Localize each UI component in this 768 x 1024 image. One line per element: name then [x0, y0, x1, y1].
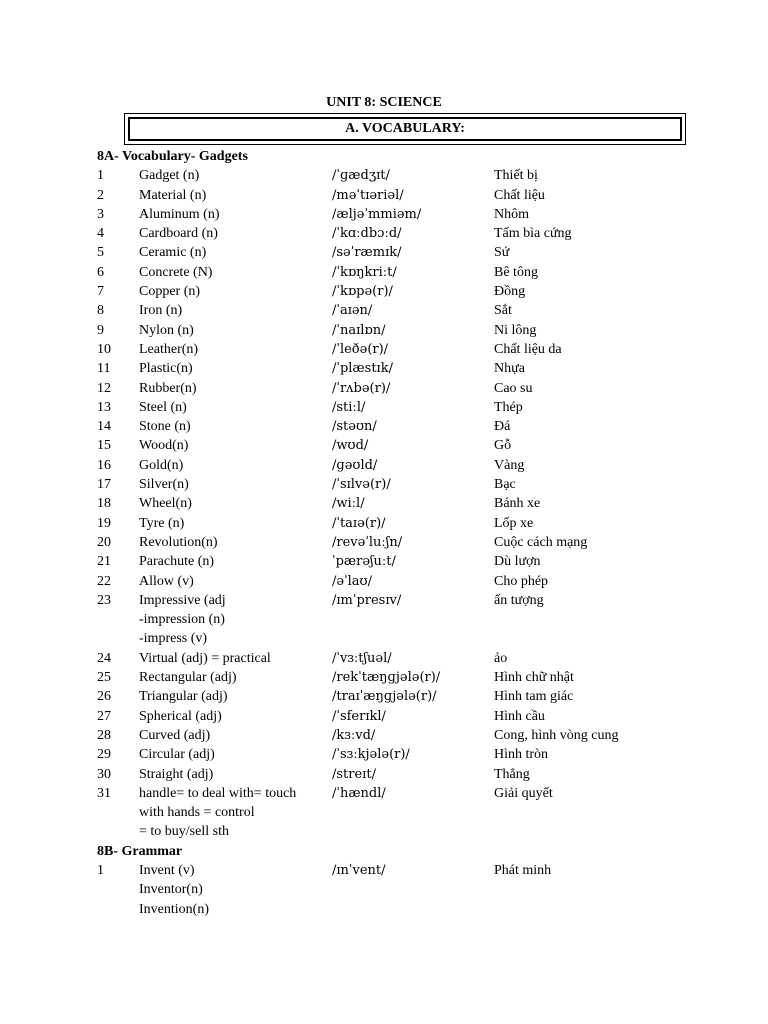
vocabulary-word [139, 263, 324, 282]
row-number: 14 [97, 419, 111, 435]
word-line: with hands = control [139, 805, 255, 821]
vietnamese-meaning: Hình tam giác [494, 689, 574, 705]
vocabulary-word [139, 282, 324, 301]
phonetic-transcription: /səˈræmɪk/ [332, 245, 402, 261]
word-line: Straight (adj) [139, 766, 214, 782]
row-number: 4 [97, 226, 104, 242]
vietnamese-meaning: Hình tròn [494, 747, 549, 763]
phonetic-transcription: /ɡəʊld/ [332, 457, 378, 473]
vietnamese-meaning: ấn tượng [494, 592, 544, 608]
vocabulary-row [0, 205, 768, 224]
vietnamese-meaning: Cong, hình vòng cung [494, 727, 619, 743]
vietnamese-meaning: Lốp xe [494, 515, 534, 531]
word-line: Leather(n) [139, 341, 199, 357]
word-line: Parachute (n) [139, 554, 215, 570]
vocabulary-row [0, 533, 768, 552]
word-line: Tyre (n) [139, 515, 185, 531]
phonetic-transcription: /ˈaɪən/ [332, 303, 373, 319]
row-number: 10 [97, 341, 111, 357]
row-number: 17 [97, 477, 111, 493]
word-line: Gadget (n) [139, 168, 200, 184]
vietnamese-meaning: Đá [494, 419, 511, 435]
page-title: UNIT 8: SCIENCE [326, 95, 442, 110]
row-number: 8 [97, 303, 104, 319]
vietnamese-meaning: Bê tông [494, 264, 538, 280]
vocabulary-row [0, 668, 768, 687]
vocabulary-row [0, 359, 768, 378]
phonetic-transcription: /ˈhændl/ [332, 785, 386, 801]
phonetic-transcription: /məˈtɪəriəl/ [332, 187, 404, 203]
phonetic-transcription: /ˈtaɪə(r)/ [332, 515, 386, 531]
phonetic-transcription: /ɪmˈpresɪv/ [332, 592, 402, 608]
vocabulary-word [139, 687, 324, 706]
row-number: 26 [97, 689, 111, 705]
word-line: Copper (n) [139, 284, 201, 300]
row-number: 24 [97, 650, 111, 666]
row-number: 23 [97, 592, 111, 608]
vocabulary-word [139, 552, 324, 571]
row-number: 28 [97, 727, 111, 743]
vietnamese-meaning: Chất liệu da [494, 341, 562, 357]
vietnamese-meaning: Bánh xe [494, 496, 541, 512]
vocabulary-word [139, 243, 324, 262]
vocabulary-row [0, 687, 768, 706]
phonetic-transcription: /wʊd/ [332, 438, 369, 454]
word-line: Invention(n) [139, 901, 209, 917]
vietnamese-meaning: Thẳng [494, 766, 530, 782]
vocabulary-word [139, 417, 324, 436]
word-line: Iron (n) [139, 303, 183, 319]
vietnamese-meaning: Chất liệu [494, 187, 545, 203]
row-number: 15 [97, 438, 111, 454]
word-line: Inventor(n) [139, 882, 203, 898]
vietnamese-meaning: Hình chữ nhật [494, 670, 574, 686]
vietnamese-meaning: Ni lông [494, 322, 537, 338]
phonetic-transcription: /ˈsferɪkl/ [332, 708, 386, 724]
phonetic-transcription: /stəʊn/ [332, 419, 377, 435]
word-line: Cardboard (n) [139, 226, 218, 242]
vocabulary-row [0, 765, 768, 784]
vocabulary-row [0, 649, 768, 668]
vocabulary-word [139, 379, 324, 398]
word-line: Wheel(n) [139, 496, 192, 512]
vietnamese-meaning: Thiết bị [494, 168, 538, 184]
phonetic-transcription: /ˈrʌbə(r)/ [332, 380, 391, 396]
vocabulary-header: A. VOCABULARY: [128, 117, 682, 141]
vietnamese-meaning: ảo [494, 650, 508, 666]
word-line: Circular (adj) [139, 747, 215, 763]
vocabulary-word [139, 649, 324, 668]
word-line: Impressive (adj [139, 592, 226, 608]
word-line: -impress (v) [139, 631, 208, 647]
row-number: 21 [97, 554, 111, 570]
row-number: 22 [97, 573, 111, 589]
vietnamese-meaning: Dù lượn [494, 554, 541, 570]
word-line: Revolution(n) [139, 534, 218, 550]
phonetic-transcription: /ˈɡædʒɪt/ [332, 168, 390, 184]
vocabulary-row [0, 726, 768, 745]
word-line: Nylon (n) [139, 322, 194, 338]
vietnamese-meaning: Tấm bìa cứng [494, 226, 572, 242]
phonetic-transcription: /ˈnaɪlɒn/ [332, 322, 386, 338]
vocabulary-word [139, 475, 324, 494]
row-number: 2 [97, 187, 104, 203]
row-number: 1 [97, 862, 104, 878]
section-heading: 8B- Grammar [97, 843, 183, 859]
vocabulary-word [139, 186, 324, 205]
vocabulary-row [0, 379, 768, 398]
row-number: 11 [97, 361, 111, 377]
row-number: 1 [97, 168, 104, 184]
vocabulary-word [139, 707, 324, 726]
row-number: 7 [97, 284, 104, 300]
vocabulary-row [0, 514, 768, 533]
word-line: Gold(n) [139, 457, 184, 473]
row-number: 9 [97, 322, 104, 338]
word-line: Allow (v) [139, 573, 194, 589]
vocabulary-row [0, 784, 768, 842]
row-number: 31 [97, 785, 111, 801]
vocabulary-row [0, 417, 768, 436]
vocabulary-row [0, 552, 768, 571]
word-line: -impression (n) [139, 612, 225, 628]
word-line: Ceramic (n) [139, 245, 207, 261]
phonetic-transcription: /ˈkɑːdbɔːd/ [332, 226, 402, 242]
row-number: 18 [97, 496, 111, 512]
phonetic-transcription: /kɜːvd/ [332, 727, 376, 743]
vocabulary-word [139, 514, 324, 533]
word-line: handle= to deal with= touch [139, 785, 297, 801]
row-number: 16 [97, 457, 111, 473]
vietnamese-meaning: Giải quyết [494, 785, 553, 801]
row-number: 20 [97, 534, 111, 550]
vietnamese-meaning: Nhựa [494, 361, 525, 377]
vocabulary-row [0, 861, 768, 919]
row-number: 12 [97, 380, 111, 396]
vocabulary-row [0, 591, 768, 649]
vietnamese-meaning: Gỗ [494, 438, 512, 454]
vocabulary-row [0, 224, 768, 243]
word-line: Spherical (adj) [139, 708, 222, 724]
vocabulary-word [139, 436, 324, 455]
word-line: Rectangular (adj) [139, 670, 237, 686]
row-number: 25 [97, 670, 111, 686]
vocabulary-word [139, 456, 324, 475]
word-line: Silver(n) [139, 477, 189, 493]
vocabulary-row [0, 572, 768, 591]
word-line: Invent (v) [139, 862, 195, 878]
vocabulary-row [0, 301, 768, 320]
vietnamese-meaning: Cho phép [494, 573, 549, 589]
word-line: Concrete (N) [139, 264, 213, 280]
word-line: = to buy/sell sth [139, 824, 229, 840]
section-heading: 8A- Vocabulary- Gadgets [97, 149, 248, 164]
vietnamese-meaning: Nhôm [494, 206, 529, 222]
vocabulary-word [139, 572, 324, 591]
phonetic-transcription: /traɪˈæŋɡjələ(r)/ [332, 689, 437, 705]
word-line: Triangular (adj) [139, 689, 228, 705]
row-number: 30 [97, 766, 111, 782]
vietnamese-meaning: Thép [494, 399, 523, 415]
phonetic-transcription: /revəˈluːʃn/ [332, 534, 403, 550]
vocabulary-word [139, 340, 324, 359]
vocabulary-word [139, 745, 324, 764]
vocabulary-word [139, 668, 324, 687]
vocabulary-word [139, 166, 324, 185]
row-number: 19 [97, 515, 111, 531]
phonetic-transcription: /stiːl/ [332, 399, 366, 415]
vocabulary-word [139, 533, 324, 552]
vocabulary-row [0, 494, 768, 513]
row-number: 29 [97, 747, 111, 763]
vietnamese-meaning: Bạc [494, 477, 516, 493]
vocabulary-word [139, 301, 324, 320]
vocabulary-row [0, 456, 768, 475]
phonetic-transcription: /ˈsɜːkjələ(r)/ [332, 747, 410, 763]
word-line: Material (n) [139, 187, 207, 203]
vocabulary-row [0, 475, 768, 494]
row-number: 27 [97, 708, 111, 724]
phonetic-transcription: /ˈvɜːtʃuəl/ [332, 650, 392, 666]
vocabulary-content [0, 147, 768, 919]
vietnamese-meaning: Cuộc cách mạng [494, 534, 588, 550]
vocabulary-row [0, 436, 768, 455]
phonetic-transcription: /ˈkɒŋkriːt/ [332, 264, 397, 280]
vocabulary-row [0, 243, 768, 262]
row-number: 6 [97, 264, 104, 280]
row-number: 13 [97, 399, 111, 415]
vietnamese-meaning: Cao su [494, 380, 533, 396]
word-line: Plastic(n) [139, 361, 193, 377]
phonetic-transcription: /ˈplæstɪk/ [332, 361, 393, 377]
vocabulary-word [139, 494, 324, 513]
vocabulary-word [139, 205, 324, 224]
phonetic-transcription: /ˈsɪlvə(r)/ [332, 477, 391, 493]
word-line: Curved (adj) [139, 727, 211, 743]
vocabulary-word [139, 784, 324, 842]
vietnamese-meaning: Vàng [494, 457, 525, 473]
word-line: Rubber(n) [139, 380, 197, 396]
phonetic-transcription: /ˈleðə(r)/ [332, 341, 389, 357]
vocabulary-row [0, 263, 768, 282]
word-line: Wood(n) [139, 438, 189, 454]
vietnamese-meaning: Phát minh [494, 862, 552, 878]
vocabulary-row [0, 166, 768, 185]
vocabulary-row [0, 282, 768, 301]
vietnamese-meaning: Sắt [494, 303, 512, 319]
vocabulary-word [139, 726, 324, 745]
vocabulary-row [0, 186, 768, 205]
phonetic-transcription: /æljəˈmmiəm/ [332, 206, 422, 222]
vocabulary-row [0, 321, 768, 340]
vocabulary-word [139, 398, 324, 417]
vocabulary-word [139, 224, 324, 243]
vocabulary-word [139, 321, 324, 340]
row-number: 5 [97, 245, 104, 261]
vocabulary-header-box [124, 113, 686, 145]
vocabulary-word [139, 765, 324, 784]
phonetic-transcription: ˈpærəʃuːt/ [332, 554, 396, 570]
phonetic-transcription: /streɪt/ [332, 766, 376, 782]
vocabulary-row [0, 340, 768, 359]
phonetic-transcription: /ɪnˈvent/ [332, 862, 386, 878]
vocabulary-word [139, 591, 324, 649]
word-line: Virtual (adj) = practical [139, 650, 271, 666]
phonetic-transcription: /ˈkɒpə(r)/ [332, 284, 393, 300]
vietnamese-meaning: Hình cầu [494, 708, 545, 724]
vocabulary-row [0, 707, 768, 726]
phonetic-transcription: /rekˈtæŋɡjələ(r)/ [332, 670, 441, 686]
row-number: 3 [97, 206, 104, 222]
word-line: Stone (n) [139, 419, 191, 435]
phonetic-transcription: /wiːl/ [332, 496, 365, 512]
vocabulary-row [0, 398, 768, 417]
vocabulary-word [139, 359, 324, 378]
word-line: Aluminum (n) [139, 206, 220, 222]
vocabulary-word [139, 861, 324, 919]
phonetic-transcription: /əˈlaʊ/ [332, 573, 372, 589]
vietnamese-meaning: Đồng [494, 284, 526, 300]
vietnamese-meaning: Sứ [494, 245, 510, 261]
vocabulary-row [0, 745, 768, 764]
word-line: Steel (n) [139, 399, 187, 415]
